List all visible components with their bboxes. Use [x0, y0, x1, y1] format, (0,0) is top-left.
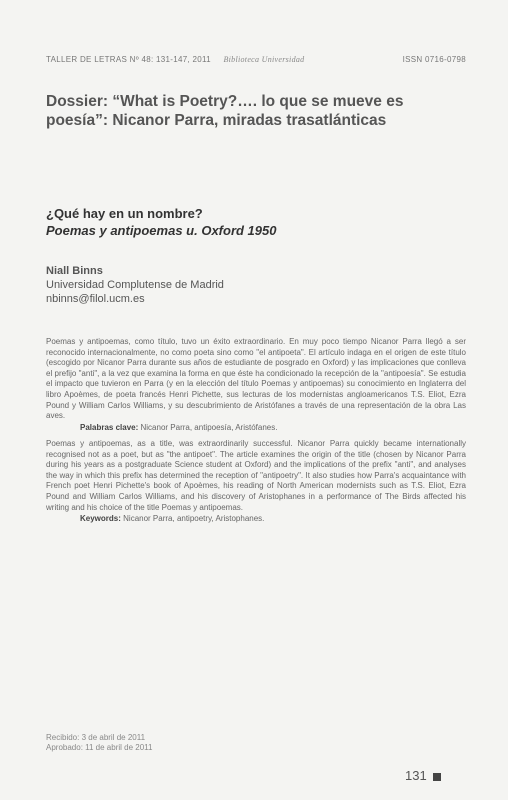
author-affiliation: Universidad Complutense de Madrid	[46, 279, 224, 291]
abstract-spanish	[46, 337, 466, 433]
article-title: Dossier: “What is Poetry?…. lo que se mueve es poesía”: Nicanor Parra, miradas trasatlánticas	[46, 93, 404, 129]
author-name: Niall Binns	[46, 265, 103, 277]
subtitle-line-2: Poemas y antipoemas u. Oxford 1950	[46, 223, 277, 238]
handwritten-annotation: Biblioteca Universidad	[223, 55, 305, 64]
keywords-spanish-label: Palabras clave:	[80, 422, 139, 432]
date-accepted: Aprobado: 11 de abril de 2011	[46, 743, 153, 752]
author-block	[46, 264, 466, 306]
keywords-english-values: Nicanor Parra, antipoetry, Aristophanes.	[123, 514, 265, 524]
abstract-english-text: Poemas y antipoemas, as a title, was extraordinarily successful. Nicanor Parra quickly became internationally recognised not as a poet, but as "the antipoet". The article examines the origin of the title (chosen by Nicanor Parra during his years as a postgraduate Science student at Oxford) and the implications of the prefix "anti", and analyses the way in which this prefix has determined the reception of "antipoetry". It also studies how Parra's acquaintance with French poet Henri Pichette's book of Apoèmes, his reading of North American modernists such as T.S. Eliot, Ezra Pound and William Carlos Williams, and his discovery of Aristophanes in a performance of The Birds affected his writing and his choice of the title Poemas y antipoemas.	[46, 439, 466, 512]
issn: ISSN 0716-0798	[402, 55, 466, 64]
abstract-spanish-text: Poemas y antipoemas, como título, tuvo un éxito extraordinario. En muy poco tiempo Nicanor Parra llegó a ser reconocido internacionalmente, no como poeta sino como "el antipoeta". El artículo indaga en el origen de este título (escogido por Nicanor Parra durante sus años de estudiante de posgrado en Oxford) y las implicaciones que conlleva el prefijo "anti", a la vez que examina la forma en que éste ha condicionado la recepción de la "antipoesía". Se estudia el impacto que tuvieron en Parra (y en la elección del título Poemas y antipoemas) su conocimiento en Inglaterra del libro Apoèmes, de poeta francés Henri Pichette, sus lecturas de los modernistas angloamericanos T.S. Eliot, Ezra Pound y William Carlos Williams, y su descubrimiento de Aristófanes a través de una representación de la obra Las aves.	[46, 337, 466, 421]
keywords-spanish	[80, 423, 466, 434]
submission-dates	[46, 733, 152, 753]
article-subtitle	[46, 205, 466, 239]
keywords-english-label: Keywords:	[80, 514, 121, 524]
abstract-english	[46, 439, 466, 525]
subtitle-line-1: ¿Qué hay en un nombre?	[46, 206, 203, 221]
author-email[interactable]: nbinns@filol.ucm.es	[46, 293, 145, 305]
keywords-spanish-values: Nicanor Parra, antipoesía, Aristófanes.	[140, 422, 278, 432]
keywords-english	[80, 514, 466, 525]
page-number-text: 131	[405, 768, 427, 783]
running-header	[46, 55, 466, 64]
page-number	[405, 768, 441, 783]
journal-citation: TALLER DE LETRAS Nº 48: 131-147, 2011	[46, 55, 211, 64]
date-received: Recibido: 3 de abril de 2011	[46, 733, 146, 742]
square-marker-icon	[433, 773, 441, 781]
